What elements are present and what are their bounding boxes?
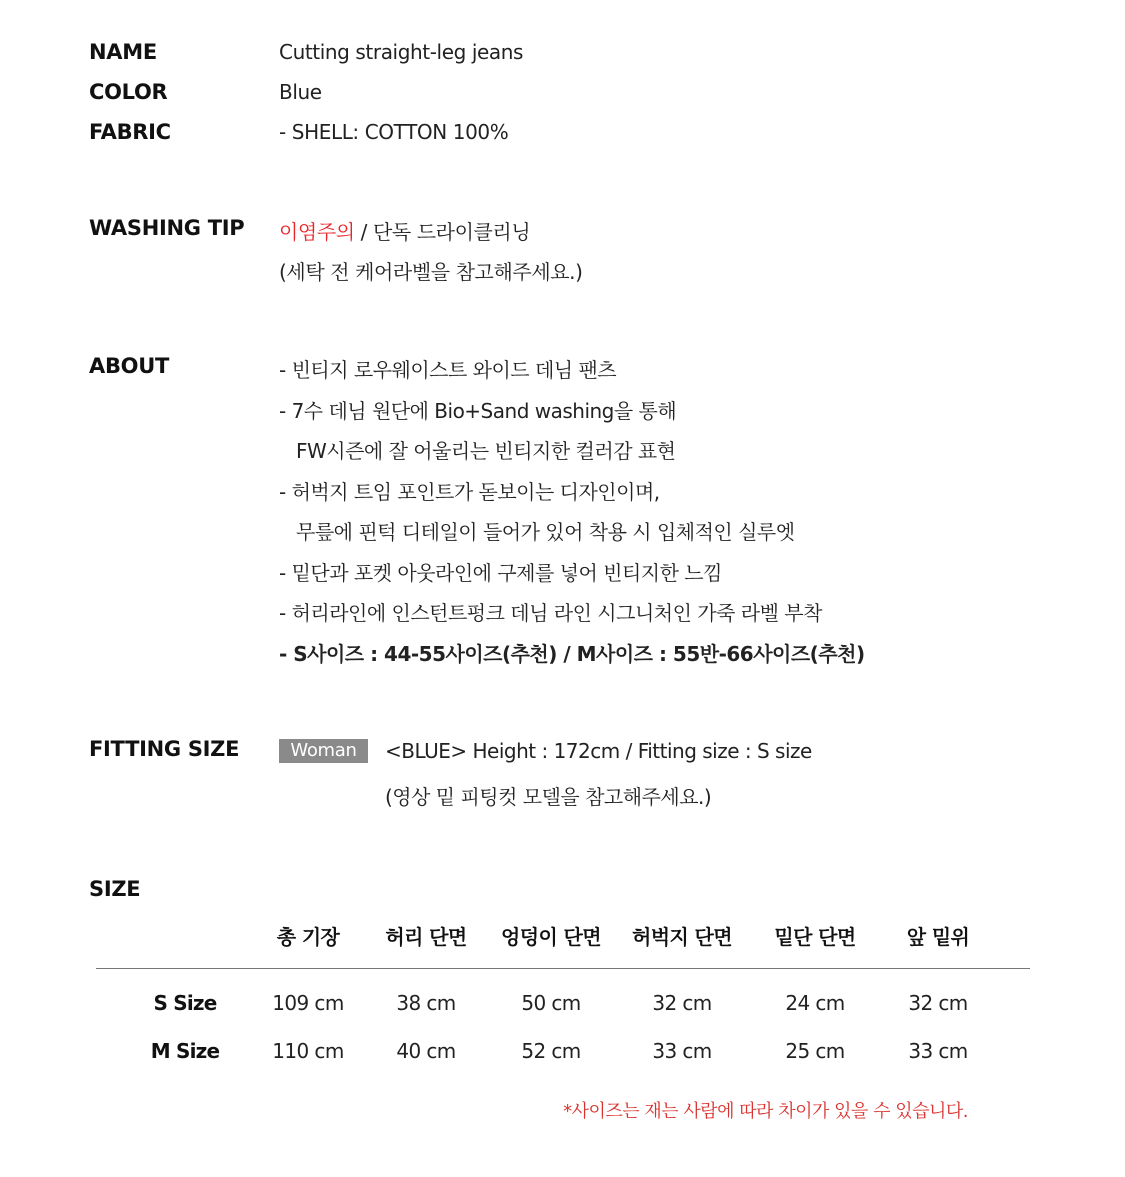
about-line: - 7수 데님 원단에 Bio+Sand washing을 통해	[279, 399, 677, 423]
woman-badge: Woman	[279, 739, 368, 763]
washing-warning: 이염주의	[279, 220, 355, 244]
about-line: - 밑단과 포켓 아웃라인에 구제를 넣어 빈티지한 느낌	[279, 561, 722, 585]
table-divider	[96, 968, 1030, 969]
table-cell: 33 cm	[908, 1039, 968, 1063]
fabric-label: FABRIC	[89, 120, 171, 144]
color-label: COLOR	[89, 80, 168, 104]
fitting-note: (영상 밑 피팅컷 모델을 참고해주세요.)	[385, 785, 712, 809]
about-line: - 빈티지 로우웨이스트 와이드 데님 팬츠	[279, 358, 617, 382]
table-cell: 38 cm	[396, 991, 456, 1015]
washing-tip-line	[279, 216, 530, 245]
product-name: Cutting straight-leg jeans	[279, 40, 524, 64]
washing-tip-label: WASHING TIP	[89, 216, 245, 240]
table-cell: 52 cm	[521, 1039, 581, 1063]
table-cell: 32 cm	[652, 991, 712, 1015]
table-cell: 25 cm	[785, 1039, 845, 1063]
size-header-hip: 엉덩이 단면	[501, 925, 601, 949]
about-size-recommendation: - S사이즈 : 44-55사이즈(추천) / M사이즈 : 55반-66사이즈(추천)	[279, 642, 865, 666]
washing-note: (세탁 전 케어라벨을 참고해주세요.)	[279, 260, 583, 284]
fitting-size-label: FITTING SIZE	[89, 737, 240, 761]
size-header-front-rise: 앞 밑위	[906, 925, 970, 949]
about-line: - 허리라인에 인스턴트펑크 데님 라인 시그니처인 가죽 라벨 부착	[279, 601, 822, 625]
table-cell: 33 cm	[652, 1039, 712, 1063]
product-fabric: - SHELL: COTTON 100%	[279, 120, 509, 144]
table-cell: 32 cm	[908, 991, 968, 1015]
about-line: FW시즌에 잘 어울리는 빈티지한 컬러감 표현	[296, 439, 676, 463]
size-header-thigh: 허벅지 단면	[632, 925, 732, 949]
size-header-hem: 밑단 단면	[774, 925, 856, 949]
row-label-s-size: S Size	[153, 991, 217, 1015]
size-header-total-length: 총 기장	[276, 925, 340, 949]
about-line: - 허벅지 트임 포인트가 돋보이는 디자인이며,	[279, 480, 660, 504]
size-label: SIZE	[89, 877, 141, 901]
size-header-waist: 허리 단면	[385, 925, 467, 949]
size-disclaimer: *사이즈는 재는 사람에 따라 차이가 있을 수 있습니다.	[563, 1101, 968, 1122]
table-cell: 109 cm	[272, 991, 344, 1015]
about-label: ABOUT	[89, 354, 169, 378]
about-line: 무릎에 핀턱 디테일이 들어가 있어 착용 시 입체적인 실루엣	[296, 520, 795, 544]
table-cell: 24 cm	[785, 991, 845, 1015]
fitting-info: <BLUE> Height : 172cm / Fitting size : S size	[385, 739, 812, 763]
name-label: NAME	[89, 40, 157, 64]
row-label-m-size: M Size	[150, 1039, 220, 1063]
table-cell: 40 cm	[396, 1039, 456, 1063]
washing-instruction: / 단독 드라이클리닝	[354, 220, 531, 244]
product-color: Blue	[279, 80, 322, 104]
table-cell: 110 cm	[272, 1039, 344, 1063]
table-cell: 50 cm	[521, 991, 581, 1015]
